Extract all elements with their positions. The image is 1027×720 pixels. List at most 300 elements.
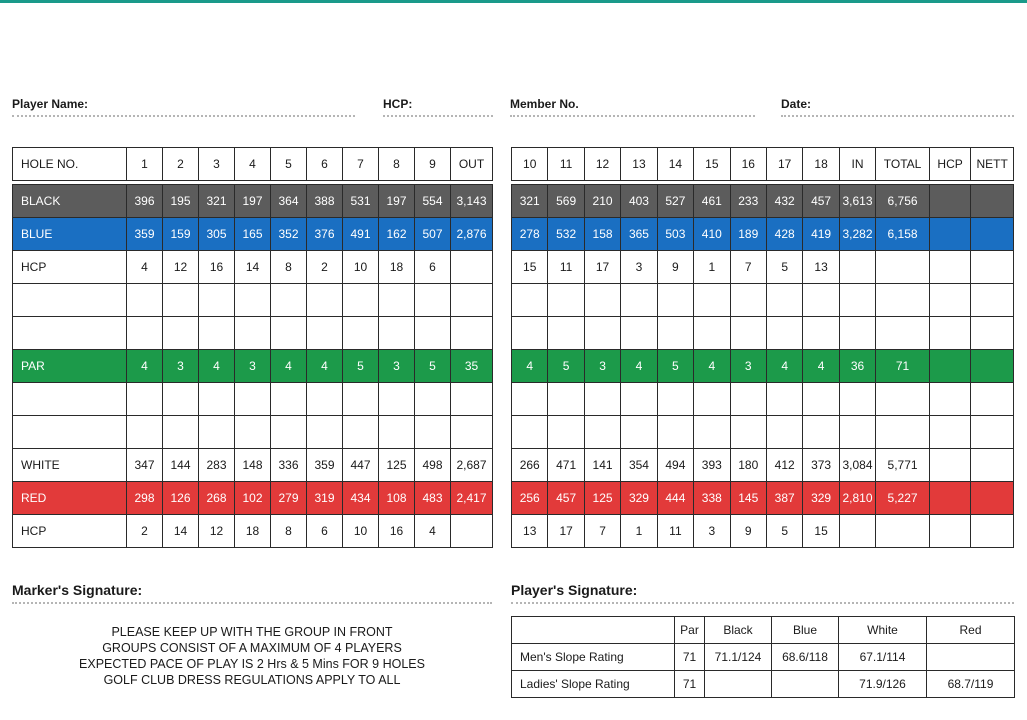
score-cell[interactable] xyxy=(451,515,493,548)
hcp-label: HCP: xyxy=(383,97,413,111)
score-cell[interactable] xyxy=(766,383,802,416)
score-cell: 4 xyxy=(307,350,343,383)
score-cell: 7 xyxy=(730,251,766,284)
score-cell[interactable] xyxy=(929,482,970,515)
marker-signature-field[interactable] xyxy=(12,602,492,604)
score-cell: 4 xyxy=(415,515,451,548)
score-cell: 321 xyxy=(512,185,548,218)
slope-row-label: Ladies' Slope Rating xyxy=(512,671,675,698)
score-cell[interactable] xyxy=(694,284,730,317)
score-cell[interactable] xyxy=(839,251,875,284)
score-cell[interactable] xyxy=(451,317,493,350)
score-cell[interactable] xyxy=(621,317,657,350)
score-cell: 491 xyxy=(343,218,379,251)
score-row xyxy=(13,148,493,181)
hole-number-cell: 10 xyxy=(512,148,548,181)
score-cell[interactable] xyxy=(694,416,730,449)
slope-cell: 68.6/118 xyxy=(772,644,839,671)
score-cell: 2 xyxy=(307,251,343,284)
score-cell: 329 xyxy=(621,482,657,515)
score-cell: 8 xyxy=(271,515,307,548)
slope-cell xyxy=(772,671,839,698)
score-row xyxy=(13,383,493,416)
score-cell[interactable] xyxy=(730,317,766,350)
score-cell[interactable] xyxy=(379,416,415,449)
score-cell: 388 xyxy=(307,185,343,218)
score-cell[interactable] xyxy=(971,218,1014,251)
score-cell: 447 xyxy=(343,449,379,482)
slope-header-cell: Red xyxy=(927,617,1015,644)
score-cell[interactable] xyxy=(127,383,163,416)
score-cell[interactable] xyxy=(766,416,802,449)
score-cell: 126 xyxy=(163,482,199,515)
slope-row-ladies xyxy=(512,671,1015,698)
score-cell: 554 xyxy=(415,185,451,218)
score-cell: 4 xyxy=(694,350,730,383)
score-cell: 494 xyxy=(657,449,693,482)
score-cell: 359 xyxy=(307,449,343,482)
score-cell[interactable] xyxy=(451,416,493,449)
hole-number-cell: 12 xyxy=(584,148,620,181)
score-cell[interactable] xyxy=(803,284,839,317)
score-cell: 268 xyxy=(199,482,235,515)
score-cell[interactable] xyxy=(548,383,584,416)
score-cell[interactable] xyxy=(839,317,875,350)
score-cell: 102 xyxy=(235,482,271,515)
hole-number-cell: 13 xyxy=(621,148,657,181)
score-row xyxy=(512,317,1014,350)
score-cell: 4 xyxy=(803,350,839,383)
score-cell[interactable] xyxy=(235,317,271,350)
score-cell[interactable] xyxy=(876,284,930,317)
score-cell[interactable] xyxy=(584,383,620,416)
slope-cell: 71.9/126 xyxy=(839,671,927,698)
notice-line: PLEASE KEEP UP WITH THE GROUP IN FRONT xyxy=(111,625,393,639)
score-cell[interactable] xyxy=(694,383,730,416)
hole-number-cell: 7 xyxy=(343,148,379,181)
score-cell[interactable] xyxy=(876,317,930,350)
row-label xyxy=(13,383,127,416)
score-cell[interactable] xyxy=(694,317,730,350)
score-cell[interactable] xyxy=(548,317,584,350)
score-cell[interactable] xyxy=(415,317,451,350)
hole-number-cell: HCP xyxy=(929,148,970,181)
score-cell: 5 xyxy=(766,251,802,284)
score-cell: 14 xyxy=(163,515,199,548)
front-nine-table xyxy=(12,147,493,548)
score-cell: 364 xyxy=(271,185,307,218)
score-cell: 354 xyxy=(621,449,657,482)
hole-number-cell: IN xyxy=(839,148,875,181)
score-cell[interactable] xyxy=(929,185,970,218)
score-cell[interactable] xyxy=(163,416,199,449)
score-row xyxy=(13,416,493,449)
score-cell[interactable] xyxy=(584,416,620,449)
hole-number-cell: 2 xyxy=(163,148,199,181)
score-cell: 5 xyxy=(657,350,693,383)
score-cell[interactable] xyxy=(307,416,343,449)
score-cell: 148 xyxy=(235,449,271,482)
score-cell: 428 xyxy=(766,218,802,251)
score-cell[interactable] xyxy=(929,416,970,449)
score-cell: 10 xyxy=(343,251,379,284)
player-signature-field[interactable] xyxy=(511,602,1014,604)
score-cell[interactable] xyxy=(343,383,379,416)
score-cell[interactable] xyxy=(271,284,307,317)
slope-header-cell: Blue xyxy=(772,617,839,644)
notice-line: EXPECTED PACE OF PLAY IS 2 Hrs & 5 Mins FOR 9 HOLES xyxy=(79,657,425,671)
score-cell[interactable] xyxy=(929,218,970,251)
score-cell: 365 xyxy=(621,218,657,251)
score-cell[interactable] xyxy=(548,416,584,449)
score-cell: 125 xyxy=(584,482,620,515)
score-cell: 5 xyxy=(548,350,584,383)
score-cell[interactable] xyxy=(271,383,307,416)
score-cell[interactable] xyxy=(548,284,584,317)
score-row xyxy=(512,416,1014,449)
score-row xyxy=(512,449,1014,482)
score-cell[interactable] xyxy=(343,416,379,449)
score-cell: 3 xyxy=(621,251,657,284)
score-cell: 165 xyxy=(235,218,271,251)
score-cell: 4 xyxy=(127,350,163,383)
score-cell[interactable] xyxy=(235,284,271,317)
score-cell: 329 xyxy=(803,482,839,515)
score-cell[interactable] xyxy=(971,350,1014,383)
player-name-field[interactable] xyxy=(12,115,355,117)
score-cell: 17 xyxy=(548,515,584,548)
score-cell: 17 xyxy=(584,251,620,284)
score-cell: 4 xyxy=(127,251,163,284)
score-cell: 444 xyxy=(657,482,693,515)
score-cell[interactable] xyxy=(876,251,930,284)
back-nine-table xyxy=(511,147,1014,548)
hole-number-cell: 14 xyxy=(657,148,693,181)
score-cell: 141 xyxy=(584,449,620,482)
row-label: PAR xyxy=(13,350,127,383)
score-cell[interactable] xyxy=(971,482,1014,515)
score-cell[interactable] xyxy=(929,449,970,482)
score-cell[interactable] xyxy=(127,317,163,350)
score-cell: 180 xyxy=(730,449,766,482)
score-cell: 483 xyxy=(415,482,451,515)
score-cell: 233 xyxy=(730,185,766,218)
hole-number-cell: 4 xyxy=(235,148,271,181)
score-cell: 15 xyxy=(803,515,839,548)
score-cell: 11 xyxy=(657,515,693,548)
score-cell: 498 xyxy=(415,449,451,482)
score-cell[interactable] xyxy=(730,284,766,317)
hole-number-cell: 6 xyxy=(307,148,343,181)
score-cell: 15 xyxy=(512,251,548,284)
score-cell: 403 xyxy=(621,185,657,218)
score-cell[interactable] xyxy=(803,383,839,416)
player-signature-label: Player's Signature: xyxy=(511,582,638,598)
hole-number-cell: 11 xyxy=(548,148,584,181)
score-cell[interactable] xyxy=(621,284,657,317)
score-cell: 3,613 xyxy=(839,185,875,218)
score-cell: 256 xyxy=(512,482,548,515)
member-no-field[interactable] xyxy=(510,115,755,117)
score-cell: 410 xyxy=(694,218,730,251)
score-cell[interactable] xyxy=(766,317,802,350)
score-row xyxy=(512,284,1014,317)
score-cell: 144 xyxy=(163,449,199,482)
score-cell[interactable] xyxy=(971,251,1014,284)
score-cell[interactable] xyxy=(876,515,930,548)
slope-cell xyxy=(705,671,772,698)
score-cell: 305 xyxy=(199,218,235,251)
score-cell[interactable] xyxy=(657,317,693,350)
hole-number-cell: 17 xyxy=(766,148,802,181)
score-cell: 3,282 xyxy=(839,218,875,251)
row-label: BLUE xyxy=(13,218,127,251)
slope-header-cell: Par xyxy=(675,617,705,644)
score-row xyxy=(512,383,1014,416)
slope-cell xyxy=(927,644,1015,671)
score-cell: 279 xyxy=(271,482,307,515)
score-cell[interactable] xyxy=(839,416,875,449)
score-cell: 5,227 xyxy=(876,482,930,515)
score-cell[interactable] xyxy=(127,416,163,449)
score-cell: 393 xyxy=(694,449,730,482)
score-cell: 319 xyxy=(307,482,343,515)
score-cell[interactable] xyxy=(199,284,235,317)
score-cell: 9 xyxy=(730,515,766,548)
score-cell[interactable] xyxy=(127,284,163,317)
score-cell: 2,810 xyxy=(839,482,875,515)
score-cell[interactable] xyxy=(199,317,235,350)
score-cell[interactable] xyxy=(343,284,379,317)
score-cell: 5 xyxy=(766,515,802,548)
score-cell[interactable] xyxy=(929,350,970,383)
top-accent-bar xyxy=(0,0,1027,3)
score-row xyxy=(512,251,1014,284)
score-cell[interactable] xyxy=(971,449,1014,482)
score-cell[interactable] xyxy=(803,317,839,350)
score-cell[interactable] xyxy=(929,383,970,416)
score-cell[interactable] xyxy=(621,383,657,416)
score-cell[interactable] xyxy=(163,284,199,317)
slope-cell: 71 xyxy=(675,671,705,698)
score-cell: 569 xyxy=(548,185,584,218)
score-cell: 16 xyxy=(199,251,235,284)
score-cell: 532 xyxy=(548,218,584,251)
score-cell: 3 xyxy=(584,350,620,383)
score-cell[interactable] xyxy=(512,317,548,350)
row-label: HCP xyxy=(13,251,127,284)
score-cell[interactable] xyxy=(621,416,657,449)
score-cell: 159 xyxy=(163,218,199,251)
hole-number-cell: 15 xyxy=(694,148,730,181)
score-row xyxy=(512,218,1014,251)
notice-line: GROUPS CONSIST OF A MAXIMUM OF 4 PLAYERS xyxy=(102,641,402,655)
score-cell: 6,158 xyxy=(876,218,930,251)
score-cell: 11 xyxy=(548,251,584,284)
score-cell: 197 xyxy=(379,185,415,218)
slope-row-label: Men's Slope Rating xyxy=(512,644,675,671)
score-cell[interactable] xyxy=(803,416,839,449)
score-cell[interactable] xyxy=(163,317,199,350)
score-cell[interactable] xyxy=(343,317,379,350)
score-cell: 7 xyxy=(584,515,620,548)
score-cell[interactable] xyxy=(657,284,693,317)
slope-cell: 71 xyxy=(675,644,705,671)
score-cell[interactable] xyxy=(971,284,1014,317)
slope-row-men xyxy=(512,644,1015,671)
score-cell: 359 xyxy=(127,218,163,251)
hole-number-cell: 9 xyxy=(415,148,451,181)
score-cell[interactable] xyxy=(379,284,415,317)
date-field[interactable] xyxy=(781,115,1014,117)
score-cell[interactable] xyxy=(766,284,802,317)
slope-header-row xyxy=(512,617,1015,644)
score-cell[interactable] xyxy=(235,383,271,416)
score-cell: 71 xyxy=(876,350,930,383)
score-cell: 3,084 xyxy=(839,449,875,482)
score-cell[interactable] xyxy=(199,416,235,449)
score-cell[interactable] xyxy=(415,383,451,416)
score-cell: 36 xyxy=(839,350,875,383)
score-cell: 210 xyxy=(584,185,620,218)
score-cell[interactable] xyxy=(971,185,1014,218)
score-cell: 461 xyxy=(694,185,730,218)
score-cell[interactable] xyxy=(163,383,199,416)
score-cell: 347 xyxy=(127,449,163,482)
hole-number-cell: 3 xyxy=(199,148,235,181)
score-cell: 4 xyxy=(512,350,548,383)
score-cell[interactable] xyxy=(307,317,343,350)
score-cell: 13 xyxy=(512,515,548,548)
score-cell: 3 xyxy=(379,350,415,383)
score-cell: 2,687 xyxy=(451,449,493,482)
score-cell: 4 xyxy=(621,350,657,383)
score-cell: 387 xyxy=(766,482,802,515)
score-row xyxy=(512,515,1014,548)
score-cell: 3 xyxy=(235,350,271,383)
score-cell[interactable] xyxy=(839,515,875,548)
score-cell[interactable] xyxy=(876,416,930,449)
score-cell[interactable] xyxy=(839,284,875,317)
score-cell[interactable] xyxy=(584,284,620,317)
score-cell[interactable] xyxy=(415,284,451,317)
score-cell[interactable] xyxy=(876,383,930,416)
score-cell[interactable] xyxy=(512,284,548,317)
score-cell: 3 xyxy=(163,350,199,383)
score-cell[interactable] xyxy=(451,383,493,416)
row-label xyxy=(13,416,127,449)
score-cell: 158 xyxy=(584,218,620,251)
score-cell: 197 xyxy=(235,185,271,218)
score-row xyxy=(13,449,493,482)
score-row xyxy=(13,218,493,251)
score-cell: 13 xyxy=(803,251,839,284)
score-cell: 189 xyxy=(730,218,766,251)
score-cell: 14 xyxy=(235,251,271,284)
score-row xyxy=(13,515,493,548)
score-cell: 125 xyxy=(379,449,415,482)
score-cell[interactable] xyxy=(929,317,970,350)
score-cell: 4 xyxy=(271,350,307,383)
score-cell[interactable] xyxy=(271,317,307,350)
row-label: HCP xyxy=(13,515,127,548)
row-label: BLACK xyxy=(13,185,127,218)
score-cell: 336 xyxy=(271,449,307,482)
score-row xyxy=(512,482,1014,515)
score-cell: 10 xyxy=(343,515,379,548)
score-cell: 278 xyxy=(512,218,548,251)
score-cell[interactable] xyxy=(929,515,970,548)
score-cell: 3 xyxy=(730,350,766,383)
score-cell: 12 xyxy=(199,515,235,548)
score-cell: 6,756 xyxy=(876,185,930,218)
score-cell: 2 xyxy=(127,515,163,548)
score-cell: 471 xyxy=(548,449,584,482)
score-cell[interactable] xyxy=(730,383,766,416)
score-cell[interactable] xyxy=(307,383,343,416)
hcp-field[interactable] xyxy=(383,115,493,117)
score-cell[interactable] xyxy=(657,383,693,416)
score-cell: 2,876 xyxy=(451,218,493,251)
score-cell[interactable] xyxy=(657,416,693,449)
score-cell: 1 xyxy=(621,515,657,548)
score-cell[interactable] xyxy=(451,284,493,317)
score-cell: 35 xyxy=(451,350,493,383)
score-cell[interactable] xyxy=(307,284,343,317)
score-cell[interactable] xyxy=(929,284,970,317)
score-cell: 5 xyxy=(415,350,451,383)
score-cell[interactable] xyxy=(379,383,415,416)
score-cell[interactable] xyxy=(971,383,1014,416)
player-name-label: Player Name: xyxy=(12,97,89,111)
score-cell: 412 xyxy=(766,449,802,482)
score-row xyxy=(13,185,493,218)
score-cell[interactable] xyxy=(512,383,548,416)
score-cell[interactable] xyxy=(235,416,271,449)
score-cell[interactable] xyxy=(929,251,970,284)
hole-number-cell: 16 xyxy=(730,148,766,181)
score-cell[interactable] xyxy=(971,317,1014,350)
score-cell[interactable] xyxy=(839,383,875,416)
score-cell: 2,417 xyxy=(451,482,493,515)
row-label xyxy=(13,284,127,317)
score-cell[interactable] xyxy=(415,416,451,449)
score-cell[interactable] xyxy=(584,317,620,350)
slope-cell: 67.1/114 xyxy=(839,644,927,671)
score-cell[interactable] xyxy=(451,251,493,284)
score-cell: 352 xyxy=(271,218,307,251)
score-cell: 338 xyxy=(694,482,730,515)
score-row xyxy=(13,350,493,383)
score-cell[interactable] xyxy=(730,416,766,449)
score-cell: 419 xyxy=(803,218,839,251)
score-cell[interactable] xyxy=(379,317,415,350)
marker-signature-label: Marker's Signature: xyxy=(12,582,143,598)
score-cell[interactable] xyxy=(271,416,307,449)
score-cell[interactable] xyxy=(512,416,548,449)
score-cell[interactable] xyxy=(971,515,1014,548)
score-cell: 266 xyxy=(512,449,548,482)
score-cell: 527 xyxy=(657,185,693,218)
score-cell: 6 xyxy=(415,251,451,284)
score-cell[interactable] xyxy=(199,383,235,416)
member-no-label: Member No. xyxy=(510,97,579,111)
row-label xyxy=(13,317,127,350)
score-cell: 12 xyxy=(163,251,199,284)
score-cell[interactable] xyxy=(971,416,1014,449)
score-row xyxy=(512,350,1014,383)
score-cell: 3,143 xyxy=(451,185,493,218)
